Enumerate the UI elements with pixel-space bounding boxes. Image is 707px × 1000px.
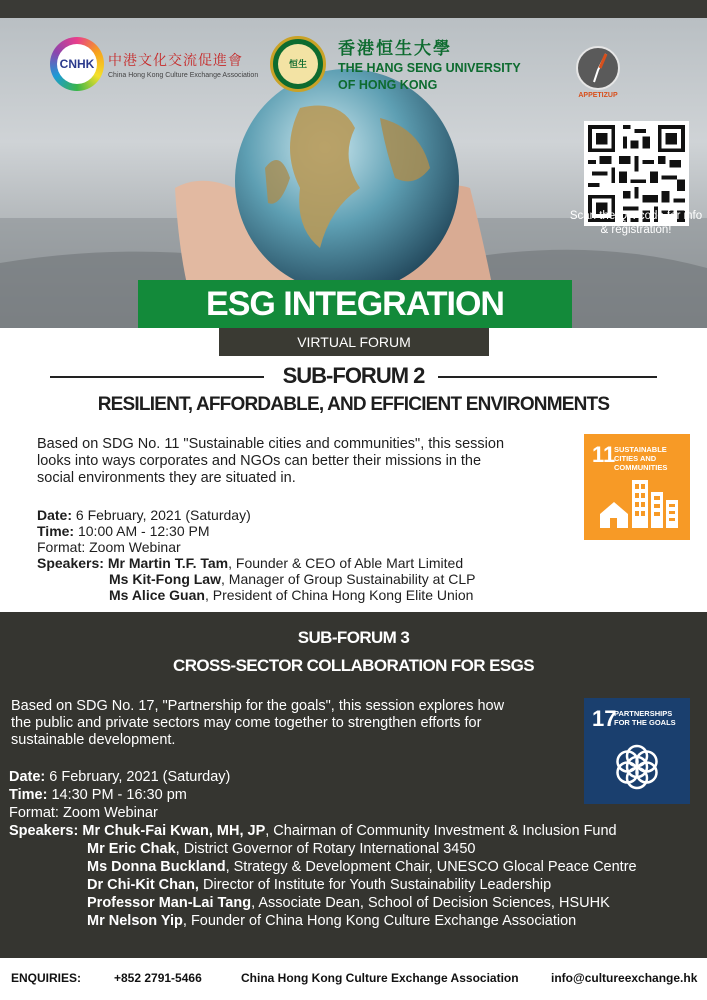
top-stripe bbox=[0, 0, 707, 18]
subforum2-date-row bbox=[37, 507, 577, 523]
event-subtitle: VIRTUAL FORUM bbox=[219, 328, 489, 356]
subforum2-heading-row bbox=[50, 364, 657, 388]
appetizup-logo bbox=[573, 46, 623, 99]
hsu-name-cn: 香港恒生大學 bbox=[338, 39, 452, 59]
hsu-logo bbox=[270, 34, 521, 93]
hsu-seal-text: 恒生 bbox=[278, 44, 318, 84]
city-buildings-icon bbox=[584, 434, 690, 540]
subforum3-description: Based on SDG No. 17, "Partnership for the goals", this session explores how the public and private sectors may come together to strengthen efforts for sustainable development. bbox=[11, 698, 505, 748]
subforum2-theme: RESILIENT, AFFORDABLE, AND EFFICIENT ENVIRONMENTS bbox=[97, 394, 610, 415]
event-title: ESG INTEGRATION bbox=[138, 280, 572, 328]
qr-caption: Scan the QR code for info & registration! bbox=[569, 210, 703, 236]
cnhk-mark-text: CNHK bbox=[57, 44, 97, 84]
subforum3-heading: SUB-FORUM 3 bbox=[297, 628, 410, 647]
enquiries-organization: China Hong Kong Culture Exchange Association bbox=[241, 971, 519, 985]
enquiries-email[interactable]: info@cultureexchange.hk bbox=[551, 971, 698, 985]
subforum3-theme: CROSS-SECTOR COLLABORATION FOR ESGS bbox=[173, 656, 534, 675]
hsu-name-en-line1: THE HANG SENG UNIVERSITY bbox=[338, 61, 521, 75]
cnhk-name-en: China Hong Kong Culture Exchange Association bbox=[108, 71, 259, 79]
speaker-name: Professor Man-Lai Tang bbox=[87, 895, 252, 911]
speaker-name: Mr Martin T.F. Tam bbox=[107, 555, 229, 571]
subforum3-date: 6 February, 2021 (Saturday) bbox=[49, 769, 231, 785]
cnhk-logo bbox=[50, 36, 258, 92]
subforum3-speaker-row bbox=[9, 840, 704, 858]
subforum3-details bbox=[9, 768, 704, 930]
date-label: Date: bbox=[37, 507, 73, 523]
hsu-seal bbox=[270, 36, 326, 92]
speaker-role: , Chairman of Community Investment & Inclusion Fund bbox=[265, 823, 617, 839]
speaker-name: Mr Nelson Yip bbox=[87, 913, 183, 929]
subforum2-format: Format: Zoom Webinar bbox=[37, 539, 181, 555]
enquiries-phone[interactable]: +852 2791-5466 bbox=[114, 971, 202, 985]
subforum3-speaker-row bbox=[9, 894, 704, 912]
speaker-name: Ms Donna Buckland bbox=[87, 859, 226, 875]
subforum2-time-row bbox=[37, 523, 577, 539]
speakers-label: Speakers: bbox=[9, 823, 79, 839]
subforum2-speaker-row bbox=[37, 555, 577, 571]
subforum3-speaker-row bbox=[9, 858, 704, 876]
appetizup-name: APPETIZUP bbox=[578, 92, 618, 99]
speaker-name: Mr Chuk-Fai Kwan, MH, JP bbox=[82, 823, 266, 839]
subforum2-details bbox=[37, 507, 577, 603]
speakers-label: Speakers: bbox=[37, 555, 104, 571]
sdg11-badge bbox=[584, 434, 690, 540]
qr-code-icon bbox=[588, 125, 685, 222]
speaker-name: Ms Kit-Fong Law bbox=[109, 571, 221, 587]
subforum3-speaker-row bbox=[9, 822, 704, 840]
sdg11-label: SUSTAINABLE CITIES AND COMMUNITIES bbox=[614, 445, 668, 472]
speaker-name: Dr Chi-Kit Chan, bbox=[87, 877, 199, 893]
sdg17-number: 17 bbox=[592, 706, 617, 731]
cnhk-ring-mark bbox=[50, 37, 104, 91]
subforum3-time: 14:30 PM - 16:30 pm bbox=[51, 787, 187, 803]
cnhk-name-cn: 中港文化交流促進會 bbox=[108, 52, 243, 69]
subforum3-section bbox=[0, 612, 707, 958]
speaker-role: , Founder of China Hong Kong Culture Exchange Association bbox=[182, 913, 577, 929]
speaker-role: , Manager of Group Sustainability at CLP bbox=[221, 571, 476, 587]
speaker-role: , Founder & CEO of Able Mart Limited bbox=[228, 555, 464, 571]
enquiries-footer bbox=[0, 958, 707, 1000]
sdg17-label: PARTNERSHIPS FOR THE GOALS bbox=[614, 709, 676, 727]
date-label: Date: bbox=[9, 769, 46, 785]
subforum2-time: 10:00 AM - 12:30 PM bbox=[77, 523, 210, 539]
sdg11-number: 11 bbox=[592, 442, 616, 467]
subforum2-speaker-row bbox=[37, 587, 577, 603]
speaker-role: , District Governor of Rotary International 3450 bbox=[175, 841, 476, 857]
subforum2-heading: SUB-FORUM 2 bbox=[282, 363, 425, 388]
time-label: Time: bbox=[37, 523, 75, 539]
hsu-name-en-line2: OF HONG KONG bbox=[338, 78, 438, 92]
subforum3-date-row bbox=[9, 768, 704, 786]
compass-icon bbox=[576, 46, 620, 90]
speaker-role: , Strategy & Development Chair, UNESCO Glocal Peace Centre bbox=[225, 859, 637, 875]
time-label: Time: bbox=[9, 787, 48, 803]
subforum3-speaker-row bbox=[9, 876, 704, 894]
speaker-role: , Associate Dean, School of Decision Sciences, HSUHK bbox=[251, 895, 610, 911]
subforum2-speaker-row bbox=[37, 571, 577, 587]
speaker-role: , President of China Hong Kong Elite Union bbox=[204, 587, 474, 603]
subforum3-format: Format: Zoom Webinar bbox=[9, 805, 158, 821]
speaker-name: Ms Alice Guan bbox=[109, 587, 205, 603]
subforum2-date: 6 February, 2021 (Saturday) bbox=[75, 507, 251, 523]
subforum3-speaker-row bbox=[9, 912, 704, 930]
speaker-role: Director of Institute for Youth Sustainability Leadership bbox=[198, 877, 552, 893]
subforum3-time-row bbox=[9, 786, 704, 804]
enquiries-label: ENQUIRIES: bbox=[11, 971, 82, 985]
subforum2-description: Based on SDG No. 11 "Sustainable cities and communities", this session looks into ways corporates and NGOs can better their missions in the social environments they are situated in. bbox=[37, 436, 505, 486]
speaker-name: Mr Eric Chak bbox=[87, 841, 176, 857]
